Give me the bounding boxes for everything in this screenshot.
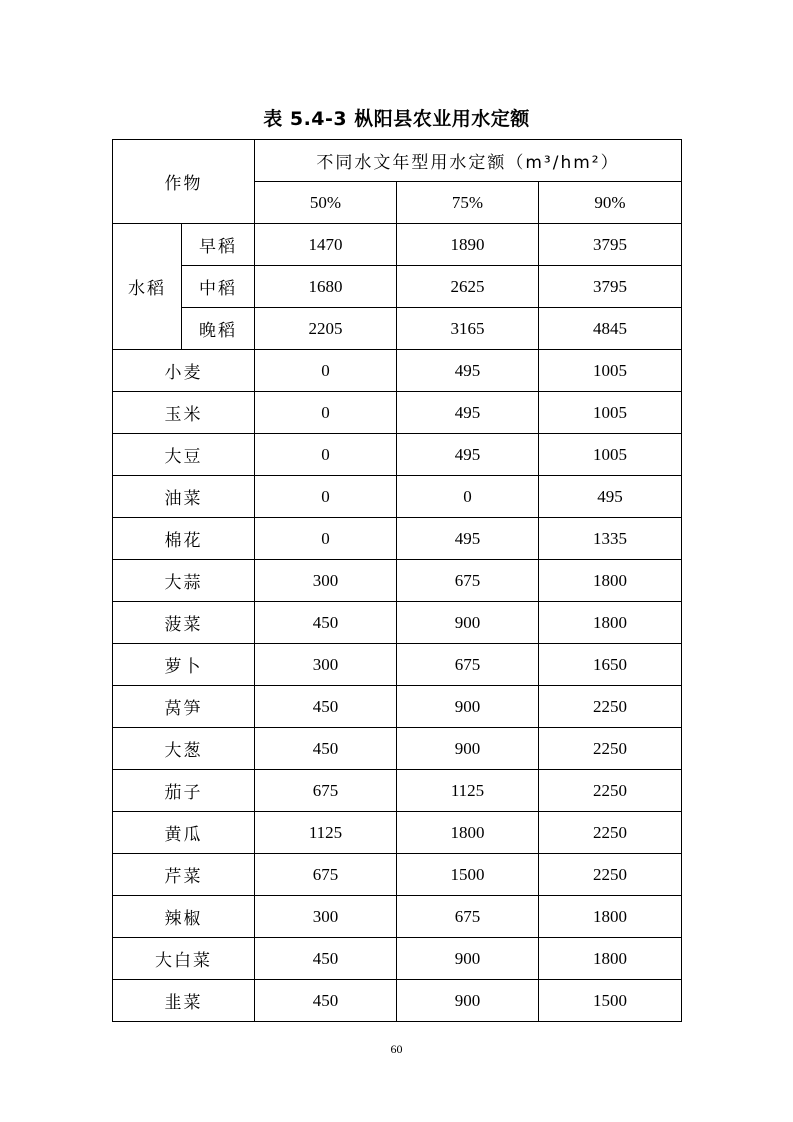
value-90: 2250 [539, 812, 682, 854]
value-90: 1005 [539, 350, 682, 392]
table-row [113, 812, 682, 854]
value-75: 675 [397, 560, 539, 602]
value-75: 900 [397, 728, 539, 770]
page-number: 60 [390, 1042, 403, 1056]
value-75: 495 [397, 518, 539, 560]
crop-name: 早稻 [182, 224, 255, 266]
table-row [113, 896, 682, 938]
crop-name: 棉花 [113, 518, 255, 560]
water-quota-table [112, 139, 682, 1022]
value-50: 450 [255, 602, 397, 644]
value-90: 1800 [539, 602, 682, 644]
value-90: 1650 [539, 644, 682, 686]
value-75: 900 [397, 938, 539, 980]
crop-name: 大蒜 [113, 560, 255, 602]
table-row [113, 854, 682, 896]
value-50: 450 [255, 938, 397, 980]
value-50: 2205 [255, 308, 397, 350]
value-50: 675 [255, 770, 397, 812]
value-50: 300 [255, 644, 397, 686]
value-75: 1125 [397, 770, 539, 812]
table-title: 表 5.4-3 枞阳县农业用水定额 [263, 108, 530, 130]
header-row [113, 140, 682, 182]
table-row [113, 224, 682, 266]
value-75: 495 [397, 434, 539, 476]
value-50: 1680 [255, 266, 397, 308]
value-50: 675 [255, 854, 397, 896]
crop-name: 莴笋 [113, 686, 255, 728]
crop-name: 辣椒 [113, 896, 255, 938]
value-75: 1500 [397, 854, 539, 896]
level-90-header: 90% [539, 182, 682, 224]
value-90: 4845 [539, 308, 682, 350]
value-90: 1005 [539, 392, 682, 434]
crop-name: 晚稻 [182, 308, 255, 350]
value-90: 1335 [539, 518, 682, 560]
value-75: 900 [397, 602, 539, 644]
value-50: 0 [255, 350, 397, 392]
value-50: 0 [255, 434, 397, 476]
crop-name: 菠菜 [113, 602, 255, 644]
value-75: 2625 [397, 266, 539, 308]
table-row [113, 308, 682, 350]
crop-name: 黄瓜 [113, 812, 255, 854]
value-90: 1800 [539, 896, 682, 938]
value-90: 2250 [539, 854, 682, 896]
value-90: 1500 [539, 980, 682, 1022]
value-50: 450 [255, 686, 397, 728]
crop-name: 油菜 [113, 476, 255, 518]
table-row [113, 518, 682, 560]
value-90: 2250 [539, 770, 682, 812]
crop-name: 韭菜 [113, 980, 255, 1022]
table-row [113, 770, 682, 812]
quota-header: 不同水文年型用水定额（m³/hm²） [255, 140, 682, 182]
value-50: 0 [255, 518, 397, 560]
value-75: 495 [397, 350, 539, 392]
crop-name: 芹菜 [113, 854, 255, 896]
table-row [113, 434, 682, 476]
value-50: 0 [255, 392, 397, 434]
crop-name: 茄子 [113, 770, 255, 812]
crop-name: 玉米 [113, 392, 255, 434]
value-90: 2250 [539, 728, 682, 770]
level-75-header: 75% [397, 182, 539, 224]
value-50: 300 [255, 560, 397, 602]
table-row [113, 938, 682, 980]
value-50: 0 [255, 476, 397, 518]
table-row [113, 350, 682, 392]
value-50: 300 [255, 896, 397, 938]
level-50-header: 50% [255, 182, 397, 224]
value-50: 1125 [255, 812, 397, 854]
value-50: 450 [255, 728, 397, 770]
value-90: 1800 [539, 938, 682, 980]
value-75: 495 [397, 392, 539, 434]
value-90: 3795 [539, 224, 682, 266]
value-75: 0 [397, 476, 539, 518]
table-row [113, 728, 682, 770]
table-row [113, 266, 682, 308]
value-90: 2250 [539, 686, 682, 728]
value-90: 1800 [539, 560, 682, 602]
table-row [113, 644, 682, 686]
crop-name: 大葱 [113, 728, 255, 770]
crop-name: 小麦 [113, 350, 255, 392]
rice-group-label: 水稻 [113, 224, 182, 350]
table-row [113, 476, 682, 518]
value-75: 675 [397, 644, 539, 686]
value-75: 1890 [397, 224, 539, 266]
table-row [113, 560, 682, 602]
table-row [113, 686, 682, 728]
value-75: 900 [397, 686, 539, 728]
value-50: 1470 [255, 224, 397, 266]
crop-name: 大豆 [113, 434, 255, 476]
value-90: 1005 [539, 434, 682, 476]
value-50: 450 [255, 980, 397, 1022]
table-row [113, 980, 682, 1022]
crop-name: 大白菜 [113, 938, 255, 980]
value-75: 900 [397, 980, 539, 1022]
value-75: 675 [397, 896, 539, 938]
value-75: 3165 [397, 308, 539, 350]
crop-name: 萝卜 [113, 644, 255, 686]
value-90: 495 [539, 476, 682, 518]
value-90: 3795 [539, 266, 682, 308]
table-row [113, 602, 682, 644]
crop-header: 作物 [113, 140, 255, 224]
value-75: 1800 [397, 812, 539, 854]
table-row [113, 392, 682, 434]
crop-name: 中稻 [182, 266, 255, 308]
